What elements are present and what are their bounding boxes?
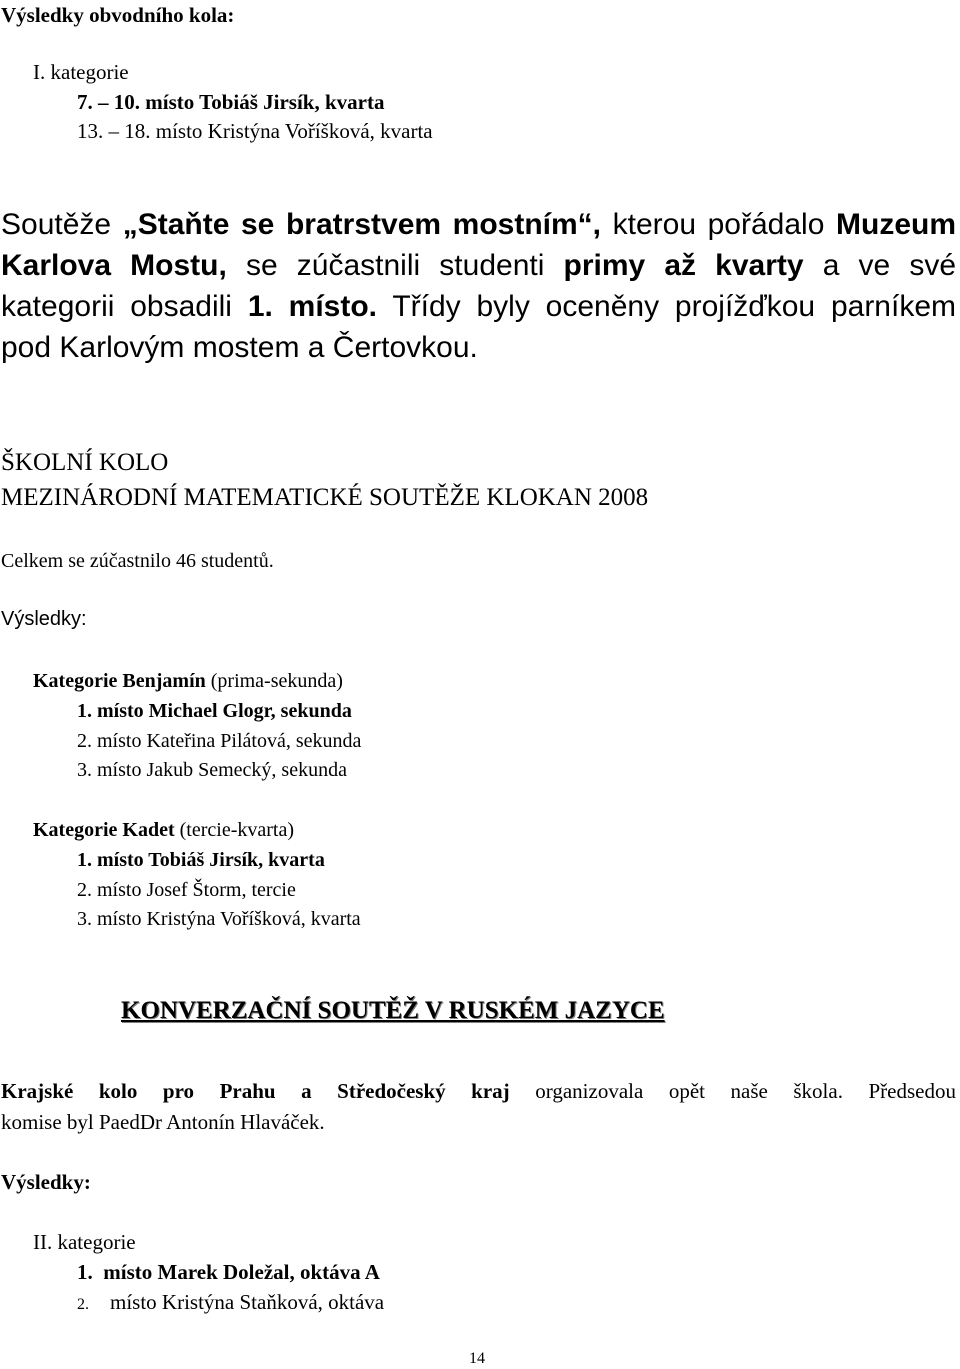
benjamin-result-2: 2. místo Kateřina Pilátová, sekunda	[77, 730, 362, 752]
bratrstvi-line-4: pod Karlovým mostem a Čertovkou.	[1, 331, 478, 364]
konverzacni-category: II. kategorie	[33, 1230, 136, 1254]
event-name: Krajské kolo pro Prahu a Středočeský kraj	[1, 1079, 510, 1103]
bratrstvi-line-3	[1, 286, 956, 327]
benjamin-result-1: 1. místo Michael Glogr, sekunda	[77, 700, 352, 722]
konverzacni-result-2	[77, 1290, 384, 1315]
benjamin-result-3: 3. místo Jakub Semecký, sekunda	[77, 759, 347, 781]
text-span: se zúčastnili studenti	[226, 249, 564, 282]
text-span: Třídy byly oceněny projížďkou parníkem	[377, 290, 956, 323]
obvodni-result-1-text: místo Tobiáš Jirsík, kvarta	[145, 90, 385, 114]
konverzacni-paragraph-line-2: komise byl PaedDr Antonín Hlaváček.	[1, 1110, 325, 1134]
result-text: místo Kristýna Staňková, oktáva	[110, 1290, 385, 1314]
text-span: kategorii obsadili	[1, 290, 248, 323]
competition-name: „Staňte se bratrstvem mostním“,	[122, 208, 602, 241]
obvodni-category: I. kategorie	[33, 60, 129, 84]
bratrstvi-line-2	[1, 245, 956, 286]
page-number: 14	[469, 1350, 485, 1367]
result-number: 2.	[77, 1296, 89, 1313]
konverzacni-title: KONVERZAČNÍ SOUTĚŽ V RUSKÉM JAZYCE	[121, 997, 665, 1024]
kadet-category	[33, 819, 294, 842]
placement: 1. místo.	[247, 290, 378, 323]
konverzacni-results-label: Výsledky:	[1, 1170, 91, 1194]
text-span: organizovala opět naše škola. Předsedou	[509, 1079, 956, 1103]
konverzacni-paragraph-line-1	[1, 1079, 956, 1104]
class-range: primy až kvarty	[563, 249, 804, 282]
bratrstvi-line-1	[1, 204, 956, 245]
klokan-participants: Celkem se zúčastnilo 46 studentů.	[1, 550, 274, 572]
kadet-result-1: 1. místo Tobiáš Jirsík, kvarta	[77, 849, 325, 871]
text-span: a ve své	[803, 249, 957, 282]
category-name: Kategorie Benjamín	[33, 670, 206, 692]
konverzacni-result-1	[77, 1260, 380, 1285]
klokan-title-2: MEZINÁRODNÍ MATEMATICKÉ SOUTĚŽE KLOKAN 2008	[1, 484, 649, 511]
obvodni-result-2-place: 13. – 18.	[77, 119, 151, 143]
museum-name-cont: Karlova Mostu,	[1, 249, 227, 282]
obvodni-result-2-text: místo Kristýna Voříšková, kvarta	[155, 119, 433, 143]
category-range: (tercie-kvarta)	[174, 819, 294, 841]
category-name: Kategorie Kadet	[33, 819, 175, 841]
obvodni-result-1-place: 7. – 10.	[77, 90, 140, 114]
text-span: kterou pořádalo	[601, 208, 836, 241]
category-range: (prima-sekunda)	[205, 670, 343, 692]
text-span: Soutěže	[1, 208, 123, 241]
obvodni-result-1	[77, 90, 384, 115]
klokan-results-label: Výsledky:	[1, 608, 87, 630]
obvodni-heading: Výsledky obvodního kola:	[1, 3, 235, 27]
benjamin-category	[33, 670, 343, 693]
result-text: místo Marek Doležal, oktáva A	[103, 1260, 380, 1284]
kadet-result-2: 2. místo Josef Štorm, tercie	[77, 879, 296, 901]
result-number: 1.	[77, 1260, 93, 1284]
obvodni-result-2	[77, 119, 433, 144]
museum-name: Muzeum	[836, 208, 956, 241]
klokan-title-1: ŠKOLNÍ KOLO	[1, 449, 169, 476]
kadet-result-3: 3. místo Kristýna Voříšková, kvarta	[77, 908, 361, 930]
